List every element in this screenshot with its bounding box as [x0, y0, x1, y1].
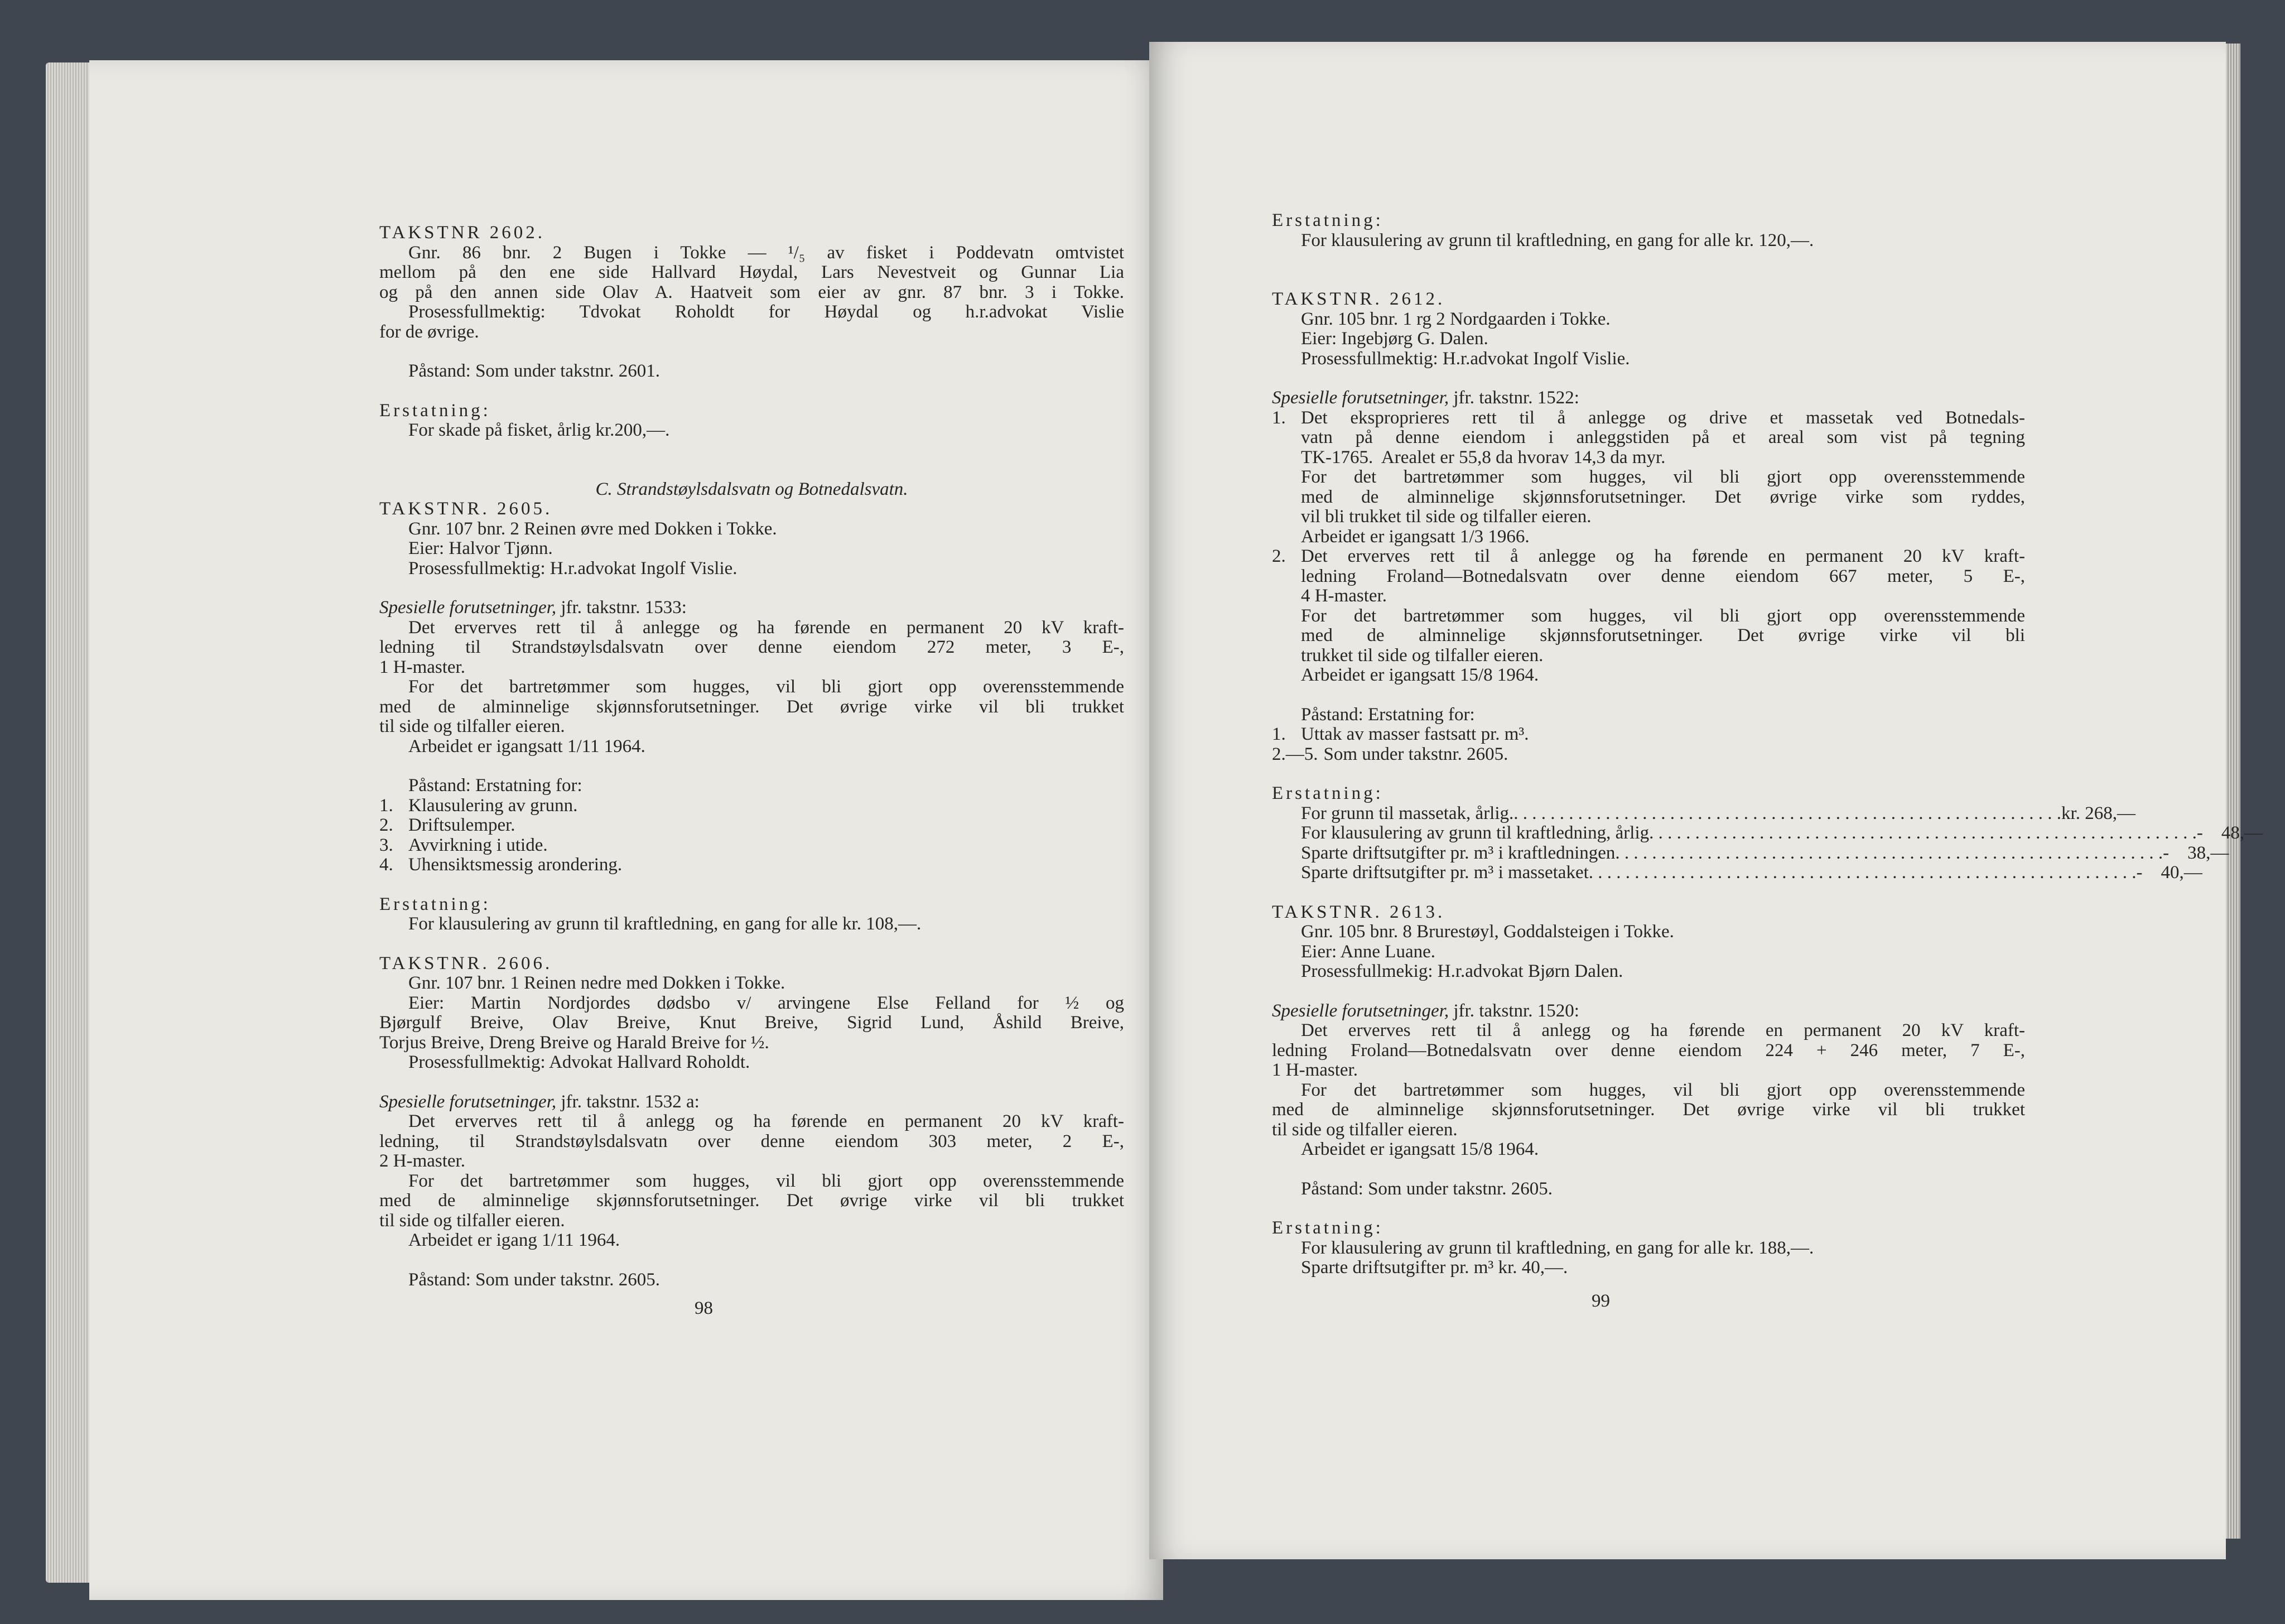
- spacer: [379, 1073, 1124, 1092]
- text-line: For det bartretømmer som hugges, vil bli gjort opp overensstemmende: [1301, 467, 2025, 487]
- text-line: For det bartretømmer som hugges, vil bli gjort opp overensstemmende: [1301, 1080, 2025, 1100]
- text-line: Eier: Martin Nordjordes dødsbo v/ arvingene Else Felland for ½ og: [408, 992, 1124, 1013]
- item-text: Driftsulemper.: [408, 815, 515, 835]
- left-page: [89, 60, 1163, 1600]
- text-line: mellom på den ene side Hallvard Høydal, Lars Nevestveit og Gunnar Lia: [379, 262, 1124, 282]
- item-number: 2.: [1272, 546, 1286, 566]
- text-line: Påstand: Som under takstnr. 2605.: [408, 1269, 660, 1290]
- text-line: Prosessfullmekig: H.r.advokat Bjørn Dalen.: [1301, 961, 1623, 981]
- text-line: TK-1765. Arealet er 55,8 da hvorav 14,3 da myr.: [1301, 447, 1666, 468]
- compensation-row: [1272, 823, 2263, 844]
- text-line: Gnr. 107 bnr. 2 Reinen øvre med Dokken i Tokke.: [408, 518, 777, 539]
- text-line: med de alminnelige skjønnsforutsetninger. Det øvrige virke vil bli: [1301, 625, 2025, 645]
- spacer: [379, 579, 1124, 598]
- text-line: For det bartretømmer som hugges, vil bli gjort opp overensstemmende: [408, 1170, 1124, 1191]
- page-number-right: 99: [1592, 1291, 1610, 1311]
- text-line: Sparte driftsutgifter pr. m³ kr. 40,—.: [1301, 1257, 1568, 1278]
- spacer: [379, 934, 1124, 954]
- text-line: ledning Froland—Botnedalsvatn over denne eiendom 667 meter, 5 E-,: [1301, 566, 2025, 586]
- item-text: Klausulering av grunn.: [408, 795, 578, 816]
- text-line: vil bli trukket til side og tilfaller eieren.: [1301, 507, 1592, 527]
- text-line: 4 H-master.: [1301, 586, 1387, 606]
- text-line: For det bartretømmer som hugges, vil bli gjort opp overensstemmende: [408, 677, 1124, 697]
- text-line: For klausulering av grunn til kraftledning, en gang for alle kr. 120,—.: [1301, 230, 1814, 250]
- text-line: Påstand: Som under takstnr. 2601.: [408, 361, 660, 381]
- case-heading: TAKSTNR. 2612.: [1272, 289, 1445, 309]
- dot-leader: . . . . . . . . . . . . . . . . . . . . . . . . . . . . . . . . . . . . . . . . . . . . . . . . . . . . . . . . . . . .: [1588, 862, 2137, 883]
- text-line: og på den annen side Olav A. Haatveit som eier av gnr. 87 bnr. 3 i Tokke.: [379, 282, 1124, 302]
- item-text: Uttak av masser fastsatt pr. m³.: [1301, 724, 1529, 744]
- item-number: 2.—5.: [1272, 744, 1318, 764]
- conditions-lead-italic: Spesielle forutsetninger,: [379, 597, 557, 618]
- section-label: Erstatning:: [379, 894, 491, 914]
- conditions-lead-text: jfr. takstnr. 1522:: [1449, 388, 1579, 408]
- item-text: Avvirkning i utide.: [408, 835, 548, 855]
- case-heading: TAKSTNR. 2613.: [1272, 902, 1445, 922]
- right-page: [1149, 42, 2263, 1559]
- text-line: til side og tilfaller eieren.: [379, 1210, 565, 1231]
- numbered-item: [379, 836, 1124, 856]
- text-line: med de alminnelige skjønnsforutsetninger. Det øvrige virke vil bli trukket: [1272, 1100, 2025, 1120]
- spacer: [379, 441, 1124, 480]
- spacer: [379, 756, 1124, 776]
- text-line: til side og tilfaller eieren.: [1272, 1119, 1458, 1140]
- case-heading: TAKSTNR 2602.: [379, 223, 546, 243]
- spacer: [1272, 369, 2025, 388]
- text-line: trukket til side og tilfaller eieren.: [1301, 645, 1544, 666]
- text-line: Eier: Ingebjørg G. Dalen.: [1301, 329, 1488, 349]
- text-line: Gnr. 86 bnr. 2 Bugen i Tokke — ¹/₅ av fisket i Poddevatn omtvistet: [408, 242, 1124, 263]
- spacer: [379, 342, 1124, 362]
- section-label: Erstatning:: [1272, 210, 1383, 230]
- text-line: til side og tilfaller eieren.: [379, 716, 565, 736]
- compensation-row: [1272, 862, 2202, 883]
- text-line: Eier: Anne Luane.: [1301, 941, 1435, 962]
- text-line: Det erverves rett til å anlegge og ha førende en permanent 20 kV kraft-: [408, 617, 1124, 638]
- compensation-row: [1272, 803, 2135, 824]
- item-text: Det erverves rett til å anlegge og ha førende en permanent 20 kV kraft-: [1301, 546, 2025, 566]
- text-line: Torjus Breive, Dreng Breive og Harald Breive for ½.: [379, 1032, 769, 1053]
- text-line: ledning Froland—Botnedalsvatn over denne eiendom 224 + 246 meter, 7 E-,: [1272, 1040, 2025, 1061]
- item-text: Det eksproprieres rett til å anlegge og drive et massetak ved Botnedals-: [1301, 407, 2025, 428]
- spacer: [1272, 1160, 2025, 1179]
- text-line: For skade på fisket, årlig kr.200,—.: [408, 420, 670, 440]
- text-line: Arbeidet er igangsatt 15/8 1964.: [1301, 1139, 1539, 1159]
- text-line: Prosessfullmektig: H.r.advokat Ingolf Vislie.: [1301, 348, 1630, 369]
- compensation-amount: kr. 268,—: [2061, 803, 2135, 823]
- text-line: ledning til Strandstøylsdalsvatn over denne eiendom 272 meter, 3 E-,: [379, 637, 1124, 657]
- spacer: [379, 875, 1124, 895]
- numbered-item: [1272, 725, 2025, 745]
- item-number: 2.: [379, 815, 393, 835]
- text-line: Prosessfullmektig: Advokat Hallvard Roholdt.: [408, 1052, 750, 1072]
- text-line: for de øvrige.: [379, 321, 479, 342]
- compensation-amount: - 48,—: [2196, 823, 2263, 843]
- conditions-lead-text: jfr. takstnr. 1532 a:: [556, 1091, 700, 1112]
- section-label: Erstatning:: [379, 400, 491, 421]
- text-line: med de alminnelige skjønnsforutsetninger. Det øvrige virke vil bli trukket: [379, 696, 1124, 717]
- text-line: Arbeidet er igangsatt 1/3 1966.: [1301, 526, 1530, 547]
- text-line: Prosessfullmektig: H.r.advokat Ingolf Vislie.: [408, 558, 737, 579]
- text-line: 1 H-master.: [379, 657, 465, 677]
- item-number: 1.: [1272, 724, 1286, 744]
- text-line: 2 H-master.: [379, 1151, 465, 1171]
- text-line: ledning, til Strandstøylsdalsvatn over denne eiendom 303 meter, 2 E-,: [379, 1131, 1124, 1151]
- section-label: Erstatning:: [1272, 783, 1383, 803]
- text-line: Påstand: Som under takstnr. 2605.: [1301, 1178, 1553, 1199]
- item-number: 4.: [379, 855, 393, 875]
- text-line: Arbeidet er igangsatt 1/11 1964.: [408, 736, 645, 756]
- dot-leader: . . . . . . . . . . . . . . . . . . . . . . . . . . . . . . . . . . . . . . . . . . . . . . . . . . . . . . . . . . . .: [1649, 823, 2197, 843]
- compensation-label: For grunn til massetak, årlig.: [1301, 803, 1514, 823]
- spacer: [1272, 686, 2025, 705]
- spacer: [1272, 982, 2025, 1001]
- compensation-row: [1272, 842, 2229, 864]
- compensation-label: Sparte driftsutgifter pr. m³ i massetaket: [1301, 862, 1589, 883]
- conditions-lead-italic: Spesielle forutsetninger,: [379, 1091, 557, 1112]
- case-heading: TAKSTNR. 2606.: [379, 953, 553, 974]
- spacer: [1272, 1199, 2025, 1218]
- compensation-label: For klausulering av grunn til kraftledning, årlig: [1301, 823, 1650, 843]
- left-page-text: [379, 223, 1124, 1290]
- text-line: For klausulering av grunn til kraftledning, en gang for alle kr. 188,—.: [1301, 1237, 1814, 1258]
- conditions-lead: [379, 1092, 1124, 1112]
- text-line: Det erverves rett til å anlegg og ha førende en permanent 20 kV kraft-: [1301, 1020, 2025, 1040]
- numbered-item: [1272, 408, 2025, 428]
- spacer: [379, 1251, 1124, 1270]
- spacer: [379, 382, 1124, 401]
- text-line: Det erverves rett til å anlegg og ha førende en permanent 20 kV kraft-: [408, 1111, 1124, 1131]
- case-heading: TAKSTNR. 2605.: [379, 499, 553, 519]
- item-number: 1.: [1272, 407, 1286, 428]
- numbered-item: [1272, 547, 2025, 567]
- text-line: Bjørgulf Breive, Olav Breive, Knut Breive, Sigrid Lund, Åshild Breive,: [379, 1013, 1124, 1033]
- compensation-label: Sparte driftsutgifter pr. m³ i kraftledningen: [1301, 842, 1616, 863]
- text-line: Gnr. 105 bnr. 1 rg 2 Nordgaarden i Tokke.: [1301, 309, 1611, 329]
- item-text: Som under takstnr. 2605.: [1323, 744, 1508, 764]
- text-line: For det bartretømmer som hugges, vil bli gjort opp overensstemmende: [1301, 605, 2025, 626]
- text-line: Påstand: Erstatning for:: [408, 775, 582, 796]
- conditions-lead: [1272, 388, 2025, 408]
- text-line: Arbeidet er igangsatt 15/8 1964.: [1301, 665, 1539, 685]
- section-label: Erstatning:: [1272, 1218, 1383, 1238]
- text-line: med de alminnelige skjønnsforutsetninger. Det øvrige virke vil bli trukket: [379, 1191, 1124, 1211]
- text-line: Gnr. 107 bnr. 1 Reinen nedre med Dokken i Tokke.: [408, 973, 785, 993]
- text-line: Prosessfullmektig: Tdvokat Roholdt for Høydal og h.r.advokat Vislie: [408, 302, 1124, 322]
- dot-leader: . . . . . . . . . . . . . . . . . . . . . . . . . . . . . . . . . . . . . . . . . . . . . . . . . . . . . . . . . . . .: [1615, 842, 2163, 863]
- right-page-text: [1272, 210, 2263, 1278]
- compensation-amount: - 38,—: [2163, 842, 2229, 863]
- numbered-item: [379, 855, 1124, 875]
- item-number: 3.: [379, 835, 393, 855]
- conditions-lead-text: jfr. takstnr. 1520:: [1449, 1000, 1579, 1021]
- text-line: For klausulering av grunn til kraftledning, en gang for alle kr. 108,—.: [408, 914, 922, 934]
- text-line: med de alminnelige skjønnsforutsetninger. Det øvrige virke som ryddes,: [1301, 486, 2025, 507]
- text-line: Arbeidet er igang 1/11 1964.: [408, 1230, 620, 1250]
- conditions-lead-italic: Spesielle forutsetninger,: [1272, 1000, 1449, 1021]
- numbered-item: [379, 816, 1124, 836]
- spacer: [1272, 764, 2025, 784]
- text-line: vatn på denne eiendom i anleggstiden på et areal som vist på tegning: [1301, 427, 2025, 447]
- page-number-left: 98: [695, 1298, 713, 1318]
- compensation-amount: - 40,—: [2136, 862, 2202, 883]
- conditions-lead-text: jfr. takstnr. 1533:: [556, 597, 687, 618]
- text-line: Gnr. 105 bnr. 8 Brurestøyl, Goddalsteigen i Tokke.: [1301, 922, 1674, 942]
- section-subtitle: C. Strandstøylsdalsvatn og Botnedalsvatn.: [595, 479, 908, 499]
- numbered-item: [1272, 745, 2025, 765]
- spacer: [1272, 883, 2025, 903]
- text-line: Eier: Halvor Tjønn.: [408, 538, 553, 558]
- item-text: Uhensiktsmessig arondering.: [408, 855, 623, 875]
- spacer: [1272, 250, 2025, 290]
- text-line: 1 H-master.: [1272, 1060, 1358, 1080]
- dot-leader: . . . . . . . . . . . . . . . . . . . . . . . . . . . . . . . . . . . . . . . . . . . . . . . . . . . . . . . . . . . .: [1513, 803, 2062, 823]
- item-number: 1.: [379, 795, 393, 816]
- conditions-lead: [1272, 1001, 2025, 1021]
- conditions-lead: [379, 598, 1124, 618]
- text-line: Påstand: Erstatning for:: [1301, 704, 1475, 725]
- conditions-lead-italic: Spesielle forutsetninger,: [1272, 388, 1449, 408]
- numbered-item: [379, 796, 1124, 816]
